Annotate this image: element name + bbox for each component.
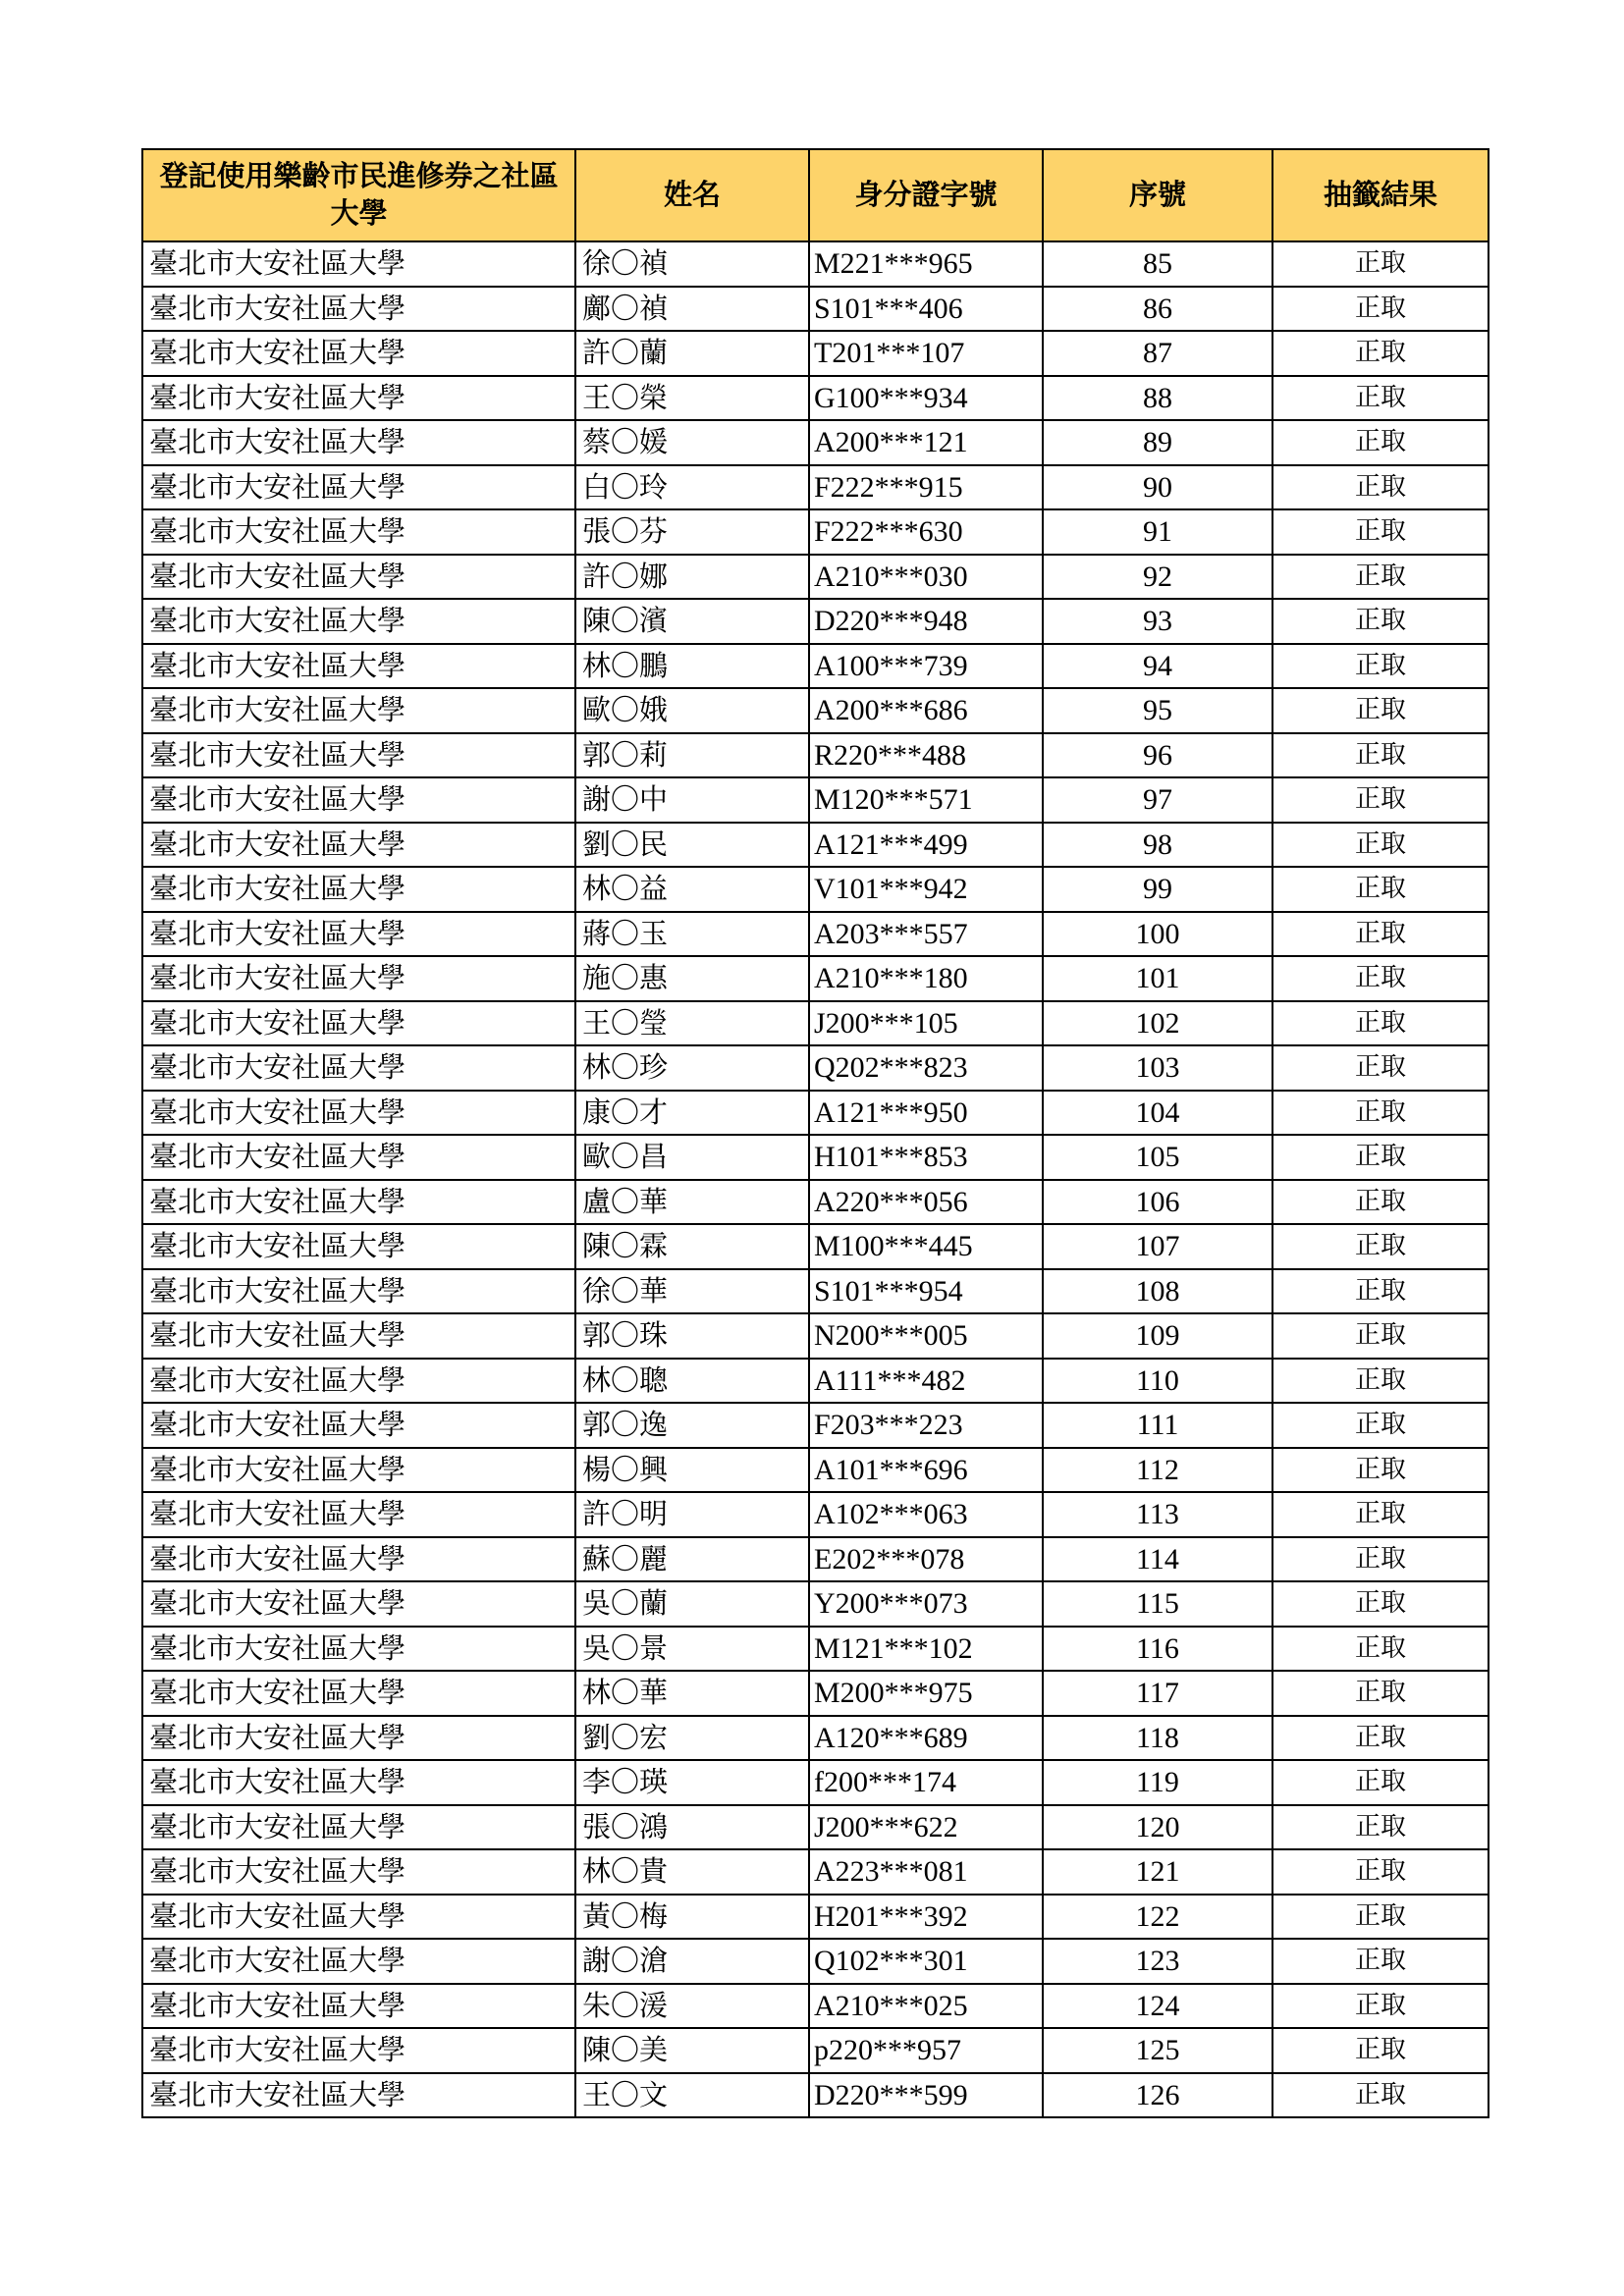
cell-school: 臺北市大安社區大學 xyxy=(142,1091,575,1136)
cell-name: 林〇貴 xyxy=(575,1849,809,1895)
cell-id-number: V101***942 xyxy=(809,867,1043,912)
table-row xyxy=(142,1135,1489,1180)
table-body xyxy=(142,241,1489,2117)
cell-school: 臺北市大安社區大學 xyxy=(142,1045,575,1091)
cell-sequence: 94 xyxy=(1043,644,1272,689)
cell-name: 歐〇昌 xyxy=(575,1135,809,1180)
table-row xyxy=(142,1537,1489,1582)
cell-school: 臺北市大安社區大學 xyxy=(142,287,575,332)
cell-sequence: 95 xyxy=(1043,688,1272,733)
cell-result: 正取 xyxy=(1272,1224,1489,1269)
cell-id-number: R220***488 xyxy=(809,733,1043,778)
cell-sequence: 119 xyxy=(1043,1760,1272,1805)
cell-id-number: D220***948 xyxy=(809,599,1043,644)
cell-sequence: 124 xyxy=(1043,1984,1272,2029)
table-row xyxy=(142,1805,1489,1850)
cell-school: 臺北市大安社區大學 xyxy=(142,956,575,1001)
cell-name: 郭〇逸 xyxy=(575,1403,809,1448)
cell-result: 正取 xyxy=(1272,1939,1489,1984)
cell-result: 正取 xyxy=(1272,1448,1489,1493)
cell-sequence: 122 xyxy=(1043,1895,1272,1940)
table-header xyxy=(142,149,1489,241)
cell-id-number: A101***696 xyxy=(809,1448,1043,1493)
table-row xyxy=(142,1849,1489,1895)
cell-result: 正取 xyxy=(1272,465,1489,510)
header-result: 抽籤結果 xyxy=(1272,149,1489,241)
cell-id-number: F222***915 xyxy=(809,465,1043,510)
cell-name: 謝〇滄 xyxy=(575,1939,809,1984)
cell-sequence: 107 xyxy=(1043,1224,1272,1269)
cell-result: 正取 xyxy=(1272,1091,1489,1136)
cell-id-number: A210***025 xyxy=(809,1984,1043,2029)
cell-id-number: M221***965 xyxy=(809,241,1043,287)
cell-result: 正取 xyxy=(1272,912,1489,957)
cell-result: 正取 xyxy=(1272,1135,1489,1180)
table-row xyxy=(142,1581,1489,1627)
table-row xyxy=(142,1359,1489,1404)
cell-school: 臺北市大安社區大學 xyxy=(142,1359,575,1404)
cell-id-number: A203***557 xyxy=(809,912,1043,957)
table-row xyxy=(142,1001,1489,1046)
table-row xyxy=(142,331,1489,376)
cell-id-number: A121***950 xyxy=(809,1091,1043,1136)
cell-school: 臺北市大安社區大學 xyxy=(142,599,575,644)
cell-school: 臺北市大安社區大學 xyxy=(142,1939,575,1984)
cell-school: 臺北市大安社區大學 xyxy=(142,376,575,421)
cell-id-number: J200***105 xyxy=(809,1001,1043,1046)
cell-id-number: G100***934 xyxy=(809,376,1043,421)
cell-result: 正取 xyxy=(1272,1359,1489,1404)
cell-sequence: 106 xyxy=(1043,1180,1272,1225)
cell-name: 盧〇華 xyxy=(575,1180,809,1225)
cell-id-number: A100***739 xyxy=(809,644,1043,689)
cell-name: 許〇蘭 xyxy=(575,331,809,376)
table-row xyxy=(142,509,1489,555)
cell-result: 正取 xyxy=(1272,1045,1489,1091)
cell-name: 楊〇興 xyxy=(575,1448,809,1493)
cell-school: 臺北市大安社區大學 xyxy=(142,465,575,510)
cell-name: 王〇榮 xyxy=(575,376,809,421)
cell-name: 徐〇華 xyxy=(575,1269,809,1314)
cell-id-number: Q102***301 xyxy=(809,1939,1043,1984)
cell-sequence: 125 xyxy=(1043,2028,1272,2073)
cell-sequence: 126 xyxy=(1043,2073,1272,2118)
cell-id-number: J200***622 xyxy=(809,1805,1043,1850)
table-row xyxy=(142,287,1489,332)
cell-school: 臺北市大安社區大學 xyxy=(142,867,575,912)
cell-result: 正取 xyxy=(1272,1269,1489,1314)
cell-name: 劉〇宏 xyxy=(575,1716,809,1761)
table-row xyxy=(142,1403,1489,1448)
cell-name: 謝〇中 xyxy=(575,777,809,823)
cell-id-number: M200***975 xyxy=(809,1671,1043,1716)
cell-sequence: 98 xyxy=(1043,823,1272,868)
cell-sequence: 86 xyxy=(1043,287,1272,332)
cell-name: 王〇瑩 xyxy=(575,1001,809,1046)
cell-school: 臺北市大安社區大學 xyxy=(142,1180,575,1225)
cell-name: 林〇珍 xyxy=(575,1045,809,1091)
cell-sequence: 101 xyxy=(1043,956,1272,1001)
cell-name: 蔣〇玉 xyxy=(575,912,809,957)
cell-id-number: Y200***073 xyxy=(809,1581,1043,1627)
cell-result: 正取 xyxy=(1272,688,1489,733)
table-row xyxy=(142,777,1489,823)
cell-result: 正取 xyxy=(1272,1716,1489,1761)
table-row xyxy=(142,688,1489,733)
cell-school: 臺北市大安社區大學 xyxy=(142,1805,575,1850)
table-row xyxy=(142,956,1489,1001)
lottery-result-table xyxy=(141,148,1489,2118)
cell-sequence: 93 xyxy=(1043,599,1272,644)
table-row xyxy=(142,420,1489,465)
header-name: 姓名 xyxy=(575,149,809,241)
cell-school: 臺北市大安社區大學 xyxy=(142,1492,575,1537)
cell-sequence: 99 xyxy=(1043,867,1272,912)
cell-id-number: N200***005 xyxy=(809,1313,1043,1359)
cell-sequence: 116 xyxy=(1043,1627,1272,1672)
cell-school: 臺北市大安社區大學 xyxy=(142,1716,575,1761)
table-row xyxy=(142,644,1489,689)
cell-school: 臺北市大安社區大學 xyxy=(142,2073,575,2118)
cell-sequence: 102 xyxy=(1043,1001,1272,1046)
cell-school: 臺北市大安社區大學 xyxy=(142,1135,575,1180)
cell-sequence: 103 xyxy=(1043,1045,1272,1091)
table-row xyxy=(142,376,1489,421)
cell-id-number: S101***954 xyxy=(809,1269,1043,1314)
table-row xyxy=(142,465,1489,510)
table-row xyxy=(142,1939,1489,1984)
cell-result: 正取 xyxy=(1272,376,1489,421)
cell-result: 正取 xyxy=(1272,1581,1489,1627)
cell-school: 臺北市大安社區大學 xyxy=(142,2028,575,2073)
cell-school: 臺北市大安社區大學 xyxy=(142,241,575,287)
cell-school: 臺北市大安社區大學 xyxy=(142,1448,575,1493)
cell-school: 臺北市大安社區大學 xyxy=(142,912,575,957)
cell-result: 正取 xyxy=(1272,1849,1489,1895)
cell-sequence: 87 xyxy=(1043,331,1272,376)
cell-result: 正取 xyxy=(1272,2073,1489,2118)
cell-result: 正取 xyxy=(1272,1403,1489,1448)
table-row xyxy=(142,1180,1489,1225)
cell-result: 正取 xyxy=(1272,599,1489,644)
cell-school: 臺北市大安社區大學 xyxy=(142,823,575,868)
cell-name: 林〇鵬 xyxy=(575,644,809,689)
cell-result: 正取 xyxy=(1272,1180,1489,1225)
table-row xyxy=(142,1671,1489,1716)
cell-name: 陳〇濱 xyxy=(575,599,809,644)
table-row xyxy=(142,1984,1489,2029)
cell-school: 臺北市大安社區大學 xyxy=(142,1984,575,2029)
cell-school: 臺北市大安社區大學 xyxy=(142,509,575,555)
header-row xyxy=(142,149,1489,241)
cell-name: 施〇惠 xyxy=(575,956,809,1001)
cell-id-number: E202***078 xyxy=(809,1537,1043,1582)
cell-id-number: T201***107 xyxy=(809,331,1043,376)
cell-sequence: 96 xyxy=(1043,733,1272,778)
cell-sequence: 111 xyxy=(1043,1403,1272,1448)
cell-name: 郭〇珠 xyxy=(575,1313,809,1359)
cell-name: 林〇聰 xyxy=(575,1359,809,1404)
cell-name: 郭〇莉 xyxy=(575,733,809,778)
cell-name: 鄺〇禎 xyxy=(575,287,809,332)
cell-name: 歐〇娥 xyxy=(575,688,809,733)
cell-id-number: H101***853 xyxy=(809,1135,1043,1180)
cell-sequence: 105 xyxy=(1043,1135,1272,1180)
cell-name: 陳〇美 xyxy=(575,2028,809,2073)
cell-sequence: 92 xyxy=(1043,555,1272,600)
cell-result: 正取 xyxy=(1272,777,1489,823)
table-row xyxy=(142,1091,1489,1136)
cell-sequence: 123 xyxy=(1043,1939,1272,1984)
cell-school: 臺北市大安社區大學 xyxy=(142,1895,575,1940)
table-row xyxy=(142,1895,1489,1940)
cell-sequence: 85 xyxy=(1043,241,1272,287)
cell-sequence: 109 xyxy=(1043,1313,1272,1359)
cell-id-number: F222***630 xyxy=(809,509,1043,555)
cell-result: 正取 xyxy=(1272,420,1489,465)
cell-id-number: A220***056 xyxy=(809,1180,1043,1225)
cell-result: 正取 xyxy=(1272,823,1489,868)
table-row xyxy=(142,1760,1489,1805)
cell-school: 臺北市大安社區大學 xyxy=(142,331,575,376)
cell-name: 蔡〇媛 xyxy=(575,420,809,465)
cell-name: 吳〇景 xyxy=(575,1627,809,1672)
cell-school: 臺北市大安社區大學 xyxy=(142,1313,575,1359)
table-row xyxy=(142,1269,1489,1314)
cell-name: 張〇芬 xyxy=(575,509,809,555)
cell-school: 臺北市大安社區大學 xyxy=(142,1403,575,1448)
cell-result: 正取 xyxy=(1272,1984,1489,2029)
table-row xyxy=(142,1716,1489,1761)
table-row xyxy=(142,2073,1489,2118)
cell-sequence: 88 xyxy=(1043,376,1272,421)
cell-id-number: M120***571 xyxy=(809,777,1043,823)
cell-school: 臺北市大安社區大學 xyxy=(142,644,575,689)
cell-name: 陳〇霖 xyxy=(575,1224,809,1269)
cell-sequence: 115 xyxy=(1043,1581,1272,1627)
cell-result: 正取 xyxy=(1272,1805,1489,1850)
cell-school: 臺北市大安社區大學 xyxy=(142,1627,575,1672)
cell-sequence: 120 xyxy=(1043,1805,1272,1850)
cell-sequence: 89 xyxy=(1043,420,1272,465)
cell-result: 正取 xyxy=(1272,733,1489,778)
table-row xyxy=(142,1627,1489,1672)
table-row xyxy=(142,2028,1489,2073)
cell-id-number: Q202***823 xyxy=(809,1045,1043,1091)
table-row xyxy=(142,1448,1489,1493)
cell-school: 臺北市大安社區大學 xyxy=(142,1671,575,1716)
cell-name: 林〇華 xyxy=(575,1671,809,1716)
cell-result: 正取 xyxy=(1272,1895,1489,1940)
cell-sequence: 117 xyxy=(1043,1671,1272,1716)
cell-name: 劉〇民 xyxy=(575,823,809,868)
table-row xyxy=(142,1492,1489,1537)
table-row xyxy=(142,823,1489,868)
cell-name: 林〇益 xyxy=(575,867,809,912)
cell-sequence: 97 xyxy=(1043,777,1272,823)
cell-result: 正取 xyxy=(1272,1537,1489,1582)
cell-id-number: A210***030 xyxy=(809,555,1043,600)
cell-sequence: 113 xyxy=(1043,1492,1272,1537)
cell-result: 正取 xyxy=(1272,1760,1489,1805)
cell-result: 正取 xyxy=(1272,555,1489,600)
table-row xyxy=(142,912,1489,957)
cell-id-number: f200***174 xyxy=(809,1760,1043,1805)
header-sequence: 序號 xyxy=(1043,149,1272,241)
table-row xyxy=(142,1224,1489,1269)
table-row xyxy=(142,599,1489,644)
cell-school: 臺北市大安社區大學 xyxy=(142,1581,575,1627)
cell-sequence: 121 xyxy=(1043,1849,1272,1895)
cell-id-number: A210***180 xyxy=(809,956,1043,1001)
cell-name: 黃〇梅 xyxy=(575,1895,809,1940)
cell-id-number: A102***063 xyxy=(809,1492,1043,1537)
table-row xyxy=(142,733,1489,778)
cell-result: 正取 xyxy=(1272,1671,1489,1716)
cell-name: 康〇才 xyxy=(575,1091,809,1136)
cell-sequence: 90 xyxy=(1043,465,1272,510)
table-row xyxy=(142,241,1489,287)
table-row xyxy=(142,1045,1489,1091)
cell-result: 正取 xyxy=(1272,331,1489,376)
cell-school: 臺北市大安社區大學 xyxy=(142,688,575,733)
cell-id-number: M100***445 xyxy=(809,1224,1043,1269)
cell-id-number: A200***686 xyxy=(809,688,1043,733)
cell-school: 臺北市大安社區大學 xyxy=(142,555,575,600)
cell-school: 臺北市大安社區大學 xyxy=(142,777,575,823)
cell-name: 張〇鴻 xyxy=(575,1805,809,1850)
cell-result: 正取 xyxy=(1272,867,1489,912)
cell-name: 徐〇禎 xyxy=(575,241,809,287)
cell-school: 臺北市大安社區大學 xyxy=(142,1224,575,1269)
cell-name: 王〇文 xyxy=(575,2073,809,2118)
cell-name: 許〇明 xyxy=(575,1492,809,1537)
cell-result: 正取 xyxy=(1272,1492,1489,1537)
cell-id-number: F203***223 xyxy=(809,1403,1043,1448)
cell-sequence: 110 xyxy=(1043,1359,1272,1404)
cell-name: 李〇瑛 xyxy=(575,1760,809,1805)
cell-result: 正取 xyxy=(1272,1313,1489,1359)
cell-sequence: 108 xyxy=(1043,1269,1272,1314)
cell-school: 臺北市大安社區大學 xyxy=(142,1849,575,1895)
cell-sequence: 112 xyxy=(1043,1448,1272,1493)
cell-school: 臺北市大安社區大學 xyxy=(142,1001,575,1046)
cell-school: 臺北市大安社區大學 xyxy=(142,1537,575,1582)
cell-id-number: D220***599 xyxy=(809,2073,1043,2118)
cell-name: 吳〇蘭 xyxy=(575,1581,809,1627)
cell-sequence: 104 xyxy=(1043,1091,1272,1136)
cell-school: 臺北市大安社區大學 xyxy=(142,733,575,778)
cell-name: 白〇玲 xyxy=(575,465,809,510)
cell-sequence: 100 xyxy=(1043,912,1272,957)
cell-school: 臺北市大安社區大學 xyxy=(142,420,575,465)
cell-school: 臺北市大安社區大學 xyxy=(142,1760,575,1805)
cell-result: 正取 xyxy=(1272,1627,1489,1672)
cell-result: 正取 xyxy=(1272,2028,1489,2073)
cell-result: 正取 xyxy=(1272,956,1489,1001)
table-row xyxy=(142,1313,1489,1359)
header-id-number: 身分證字號 xyxy=(809,149,1043,241)
cell-school: 臺北市大安社區大學 xyxy=(142,1269,575,1314)
cell-sequence: 118 xyxy=(1043,1716,1272,1761)
cell-name: 許〇娜 xyxy=(575,555,809,600)
cell-id-number: S101***406 xyxy=(809,287,1043,332)
cell-id-number: A200***121 xyxy=(809,420,1043,465)
cell-result: 正取 xyxy=(1272,644,1489,689)
cell-id-number: M121***102 xyxy=(809,1627,1043,1672)
table-row xyxy=(142,555,1489,600)
cell-result: 正取 xyxy=(1272,287,1489,332)
cell-id-number: H201***392 xyxy=(809,1895,1043,1940)
cell-id-number: A111***482 xyxy=(809,1359,1043,1404)
header-school: 登記使用樂齡市民進修券之社區大學 xyxy=(142,149,575,241)
cell-id-number: A121***499 xyxy=(809,823,1043,868)
cell-name: 朱〇湲 xyxy=(575,1984,809,2029)
cell-id-number: A223***081 xyxy=(809,1849,1043,1895)
cell-result: 正取 xyxy=(1272,509,1489,555)
cell-name: 蘇〇麗 xyxy=(575,1537,809,1582)
cell-id-number: p220***957 xyxy=(809,2028,1043,2073)
cell-result: 正取 xyxy=(1272,1001,1489,1046)
cell-result: 正取 xyxy=(1272,241,1489,287)
cell-id-number: A120***689 xyxy=(809,1716,1043,1761)
cell-sequence: 114 xyxy=(1043,1537,1272,1582)
cell-sequence: 91 xyxy=(1043,509,1272,555)
table-row xyxy=(142,867,1489,912)
